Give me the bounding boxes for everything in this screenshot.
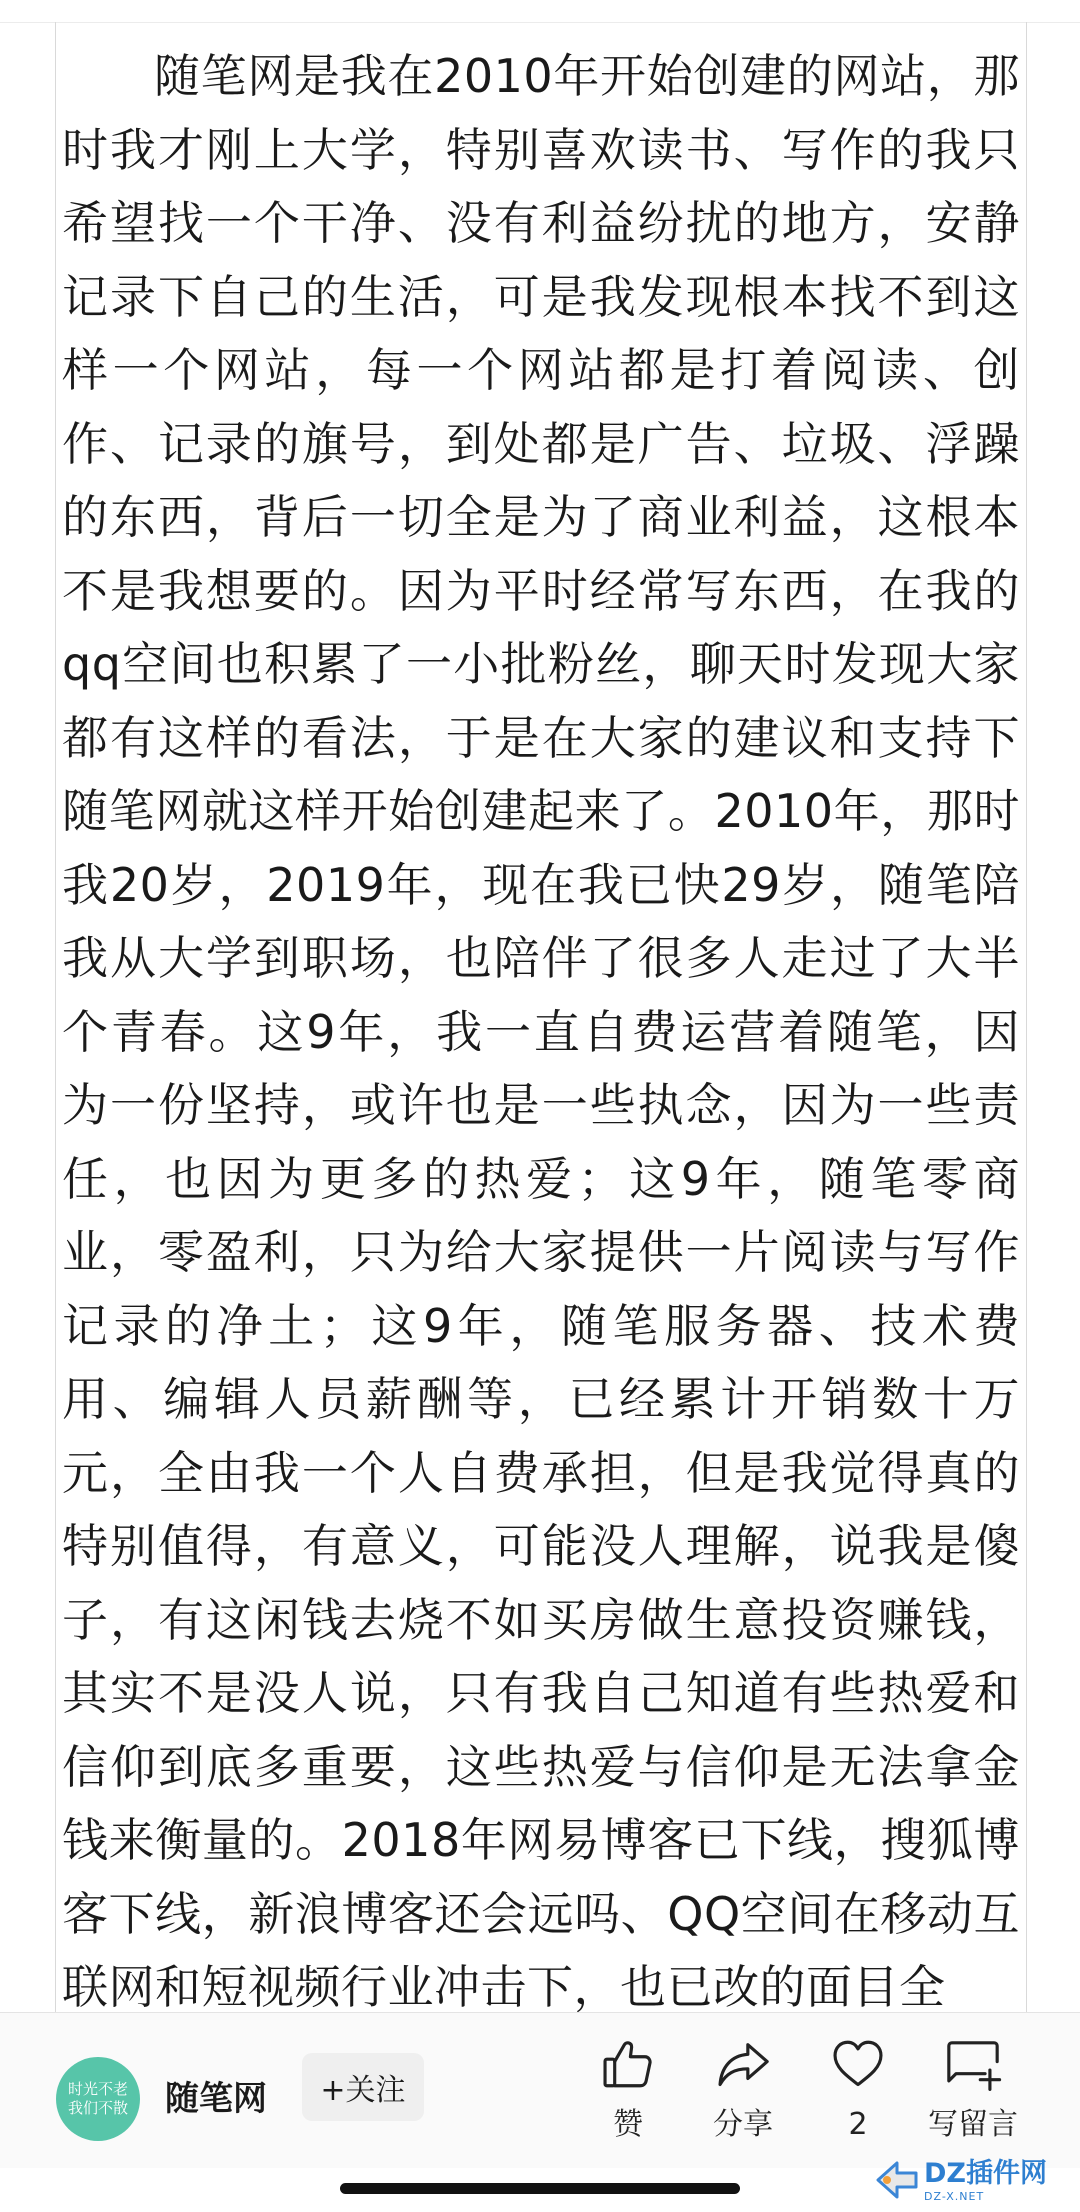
share-label: 分享 xyxy=(713,2107,773,2142)
home-indicator[interactable] xyxy=(340,2183,740,2194)
like-label: 赞 xyxy=(613,2107,643,2142)
write-comment-button[interactable] xyxy=(903,2035,1043,2155)
author-name[interactable]: 随笔网 xyxy=(165,2079,267,2119)
comment-add-icon xyxy=(944,2035,1002,2093)
watermark-subtext: DZ-X.NET xyxy=(924,2189,985,2203)
favorite-count: 2 xyxy=(848,2107,868,2142)
article-paragraph: 随笔网是我在2010年开始创建的网站，那时我才刚上大学，特别喜欢读书、写作的我只希望找一个干净、没有利益纷扰的地方，安静记录下自己的生活，可是我发现根本找不到这样一个网站，每一个网站都是打着阅读、创作、记录的旗号，到处都是广告、垃圾、浮躁的东西，背后一切全是为了商业利益，这根本不是我想要的。因为平时经常写东西，在我的qq空间也积累了一小批粉丝，聊天时发现大家都有这样的看法，于是在大家的建议和支持下随笔网就这样开始创建起来了。2010年，那时我20岁，2019年，现在我已快29岁，随笔陪我从大学到职场，也陪伴了很多人走过了大半个青春。这9年，我一直自费运营着随笔，因为一份坚持，或许也是一些执念，因为一些责任，也因为更多的热爱；这9年，随笔零商业，零盈利，只为给大家提供一片阅读与写作记录的净土；这9年，随笔服务器、技术费用、编辑人员薪酬等，已经累计开销数十万元，全由我一个人自费承担，但是我觉得真的特别值得，有意义，可能没人理解，说我是傻子，有这闲钱去烧不如买房做生意投资赚钱，其实不是没人说，只有我自己知道有些热爱和信仰到底多重要，这些热爱与信仰是无法拿金钱来衡量的。2018年网易博客已下线，搜狐博客下线，新浪博客还会远吗、QQ空间在移动互联网和短视频行业冲击下，也已改的面目全 xyxy=(62,49,1020,2012)
heart-icon xyxy=(829,2035,887,2093)
avatar[interactable] xyxy=(56,2057,140,2141)
write-comment-label: 写留言 xyxy=(928,2107,1018,2142)
watermark-text: DZ插件网 xyxy=(924,2157,1047,2189)
article-body[interactable] xyxy=(55,22,1027,2012)
avatar-text-line2: 我们不散 xyxy=(67,2099,128,2117)
follow-button[interactable]: +关注 xyxy=(302,2053,424,2121)
bottom-action-bar xyxy=(0,2012,1080,2168)
watermark xyxy=(874,2150,1070,2210)
share-arrow-icon xyxy=(714,2035,772,2093)
avatar-text-line1: 时光不老 xyxy=(67,2080,128,2098)
top-strip xyxy=(0,0,1080,23)
thumbs-up-icon xyxy=(599,2035,657,2093)
watermark-logo-icon xyxy=(874,2157,920,2203)
